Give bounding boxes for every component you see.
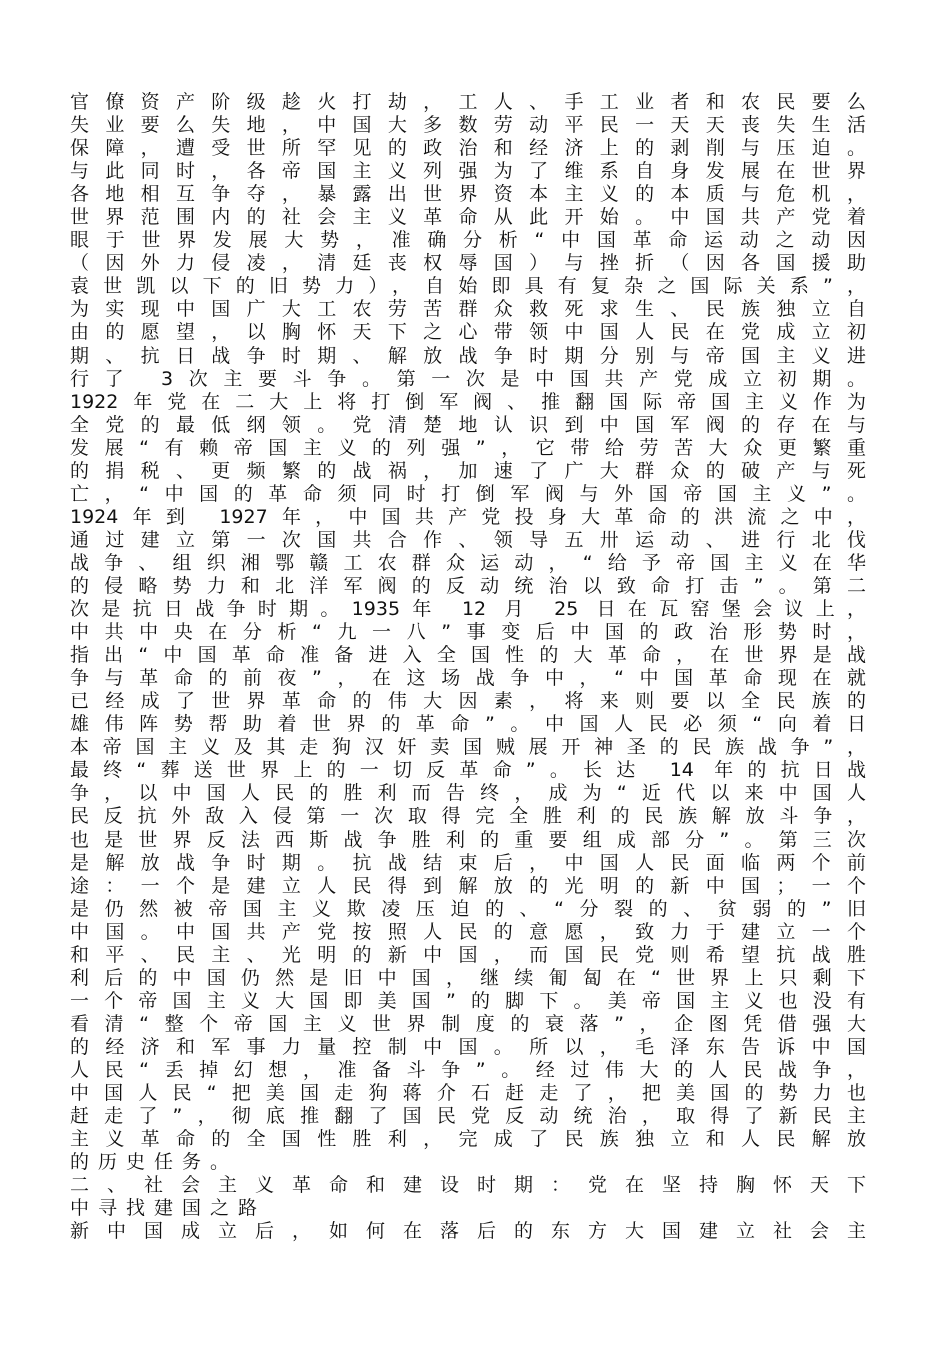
text-line: 看清“整个帝国主义世界制度的衰落”，企图凭借强大 bbox=[70, 1012, 866, 1035]
text-line: 也是世界反法西斯战争胜利的重要组成部分”。第三次 bbox=[70, 828, 866, 851]
text-line: 亡，“中国的革命须同时打倒军阀与外国帝国主义”。 bbox=[70, 482, 866, 505]
text-line: 官僚资产阶级趁火打劫，工人、手工业者和农民要么 bbox=[70, 91, 866, 113]
text-line: 中国人民“把美国走狗蒋介石赶走了，把美国的势力也 bbox=[70, 1082, 866, 1105]
text-line: 中国。中国共产党按照人民的意愿，致力于建立一个 bbox=[70, 920, 866, 943]
section-heading-line-end: 中寻找建国之路 bbox=[70, 1197, 267, 1220]
text-line: 期、抗日战争时期、解放战争时期分别与帝国主义进 bbox=[70, 344, 866, 367]
text-line: 世界范围内的社会主义革命从此开始。中国共产党着 bbox=[70, 206, 866, 229]
text-line: 眼于世界发展大势，准确分析“中国革命运动之动因 bbox=[70, 229, 866, 252]
text-line: 途：一个是建立人民得到解放的光明的新中国；一个 bbox=[70, 874, 866, 897]
text-line: 中共中央在分析“九一八”事变后中国的政治形势时， bbox=[70, 621, 866, 644]
text-line: 一个帝国主义大国即美国”的脚下。美帝国主义也没有 bbox=[70, 989, 866, 1012]
text-line: 本帝国主义及其走狗汉奸卖国贼展开神圣的民族战争”， bbox=[70, 736, 866, 759]
text-line: 行了 3次主要斗争。第一次是中国共产党成立初期。 bbox=[70, 367, 866, 390]
text-line: 雄伟阵势帮助着世界的革命”。中国人民必须“向着日 bbox=[70, 713, 866, 736]
text-line: 是仍然被帝国主义欺凌压迫的、“分裂的、贫弱的”旧 bbox=[70, 897, 866, 920]
text-line: 与此同时，各帝国主义列强为了维系自身发展在世界 bbox=[70, 160, 866, 183]
text-line: 争，以中国人民的胜利而告终，成为“近代以来中国人 bbox=[70, 782, 866, 805]
text-line: 主义革命的全国性胜利，完成了民族独立和人民解放 bbox=[70, 1128, 866, 1151]
text-line: 失业要么失地，中国大多数劳动平民一天天丧失生活 bbox=[70, 114, 866, 137]
text-line: 人民“丢掉幻想，准备斗争”。经过伟大的人民战争， bbox=[70, 1058, 866, 1081]
text-line: 通过建立第一次国共合作、领导五卅运动、进行北伐 bbox=[70, 528, 866, 551]
text-line: 的侵略势力和北洋军阀的反动统治以致命打击”。第二 bbox=[70, 574, 866, 597]
text-line: 指出“中国革命准备进入全国性的大革命，在世界是战 bbox=[70, 644, 866, 667]
text-line: 的经济和军事力量控制中国。所以，毛泽东告诉中国 bbox=[70, 1035, 866, 1058]
text-line: 袁世凯以下的旧势力），自始即具有复杂之国际关系”， bbox=[70, 275, 866, 298]
text-line: 全党的最低纲领。党清楚地认识到中国军阀的存在与 bbox=[70, 413, 866, 436]
section-heading-line: 二、社会主义革命和建设时期：党在坚持胸怀天下 bbox=[70, 1174, 866, 1197]
text-line: 由的愿望，以胸怀天下之心带领中国人民在党成立初 bbox=[70, 321, 866, 344]
text-line: 战争、组织湘鄂赣工农群众运动，“给予帝国主义在华 bbox=[70, 551, 866, 574]
text-line: 1924年到 1927年，中国共产党投身大革命的洪流之中， bbox=[70, 505, 866, 528]
text-line: 发展“有赖帝国主义的列强”，它带给劳苦大众更繁重 bbox=[70, 436, 866, 459]
text-line: 利后的中国仍然是旧中国，继续匍匐在“世界上只剩下 bbox=[70, 966, 866, 989]
text-line: 保障，遭受世所罕见的政治和经济上的剥削与压迫。 bbox=[70, 137, 866, 160]
text-line: 是解放战争时期。抗战结束后，中国人民面临两个前 bbox=[70, 851, 866, 874]
text-line: 的捐税、更频繁的战祸，加速了广大群众的破产与死 bbox=[70, 459, 866, 482]
text-line: 赶走了”，彻底推翻了国民党反动统治，取得了新民主 bbox=[70, 1105, 866, 1128]
text-line: 争与革命的前夜”，在这场战争中，“中国革命现在就 bbox=[70, 667, 866, 690]
text-line: 和平、民主、光明的新中国，而国民党则希望抗战胜 bbox=[70, 943, 866, 966]
paragraph-end-line: 的历史任务。 bbox=[70, 1151, 239, 1174]
text-line: （因外力侵凌，清廷丧权辱国）与挫折（因各国援助 bbox=[70, 252, 866, 275]
text-line: 最终“葬送世界上的一切反革命”。长达 14 年的抗日战 bbox=[70, 759, 866, 782]
text-line: 新中国成立后，如何在落后的东方大国建立社会主 bbox=[70, 1220, 866, 1243]
text-line: 已经成了世界革命的伟大因素，将来则要以全民族的 bbox=[70, 690, 866, 713]
text-line: 民反抗外敌入侵第一次取得完全胜利的民族解放斗争， bbox=[70, 805, 866, 828]
text-line: 1922年党在二大上将打倒军阀、推翻国际帝国主义作为 bbox=[70, 390, 866, 413]
text-line: 次是抗日战争时期。1935年 12 月 25 日在瓦窑堡会议上， bbox=[70, 598, 866, 621]
text-line: 各地相互争夺，暴露出世界资本主义的本质与危机， bbox=[70, 183, 866, 206]
text-line: 为实现中国广大工农劳苦群众救死求生、民族独立自 bbox=[70, 298, 866, 321]
document-page bbox=[70, 91, 866, 1243]
